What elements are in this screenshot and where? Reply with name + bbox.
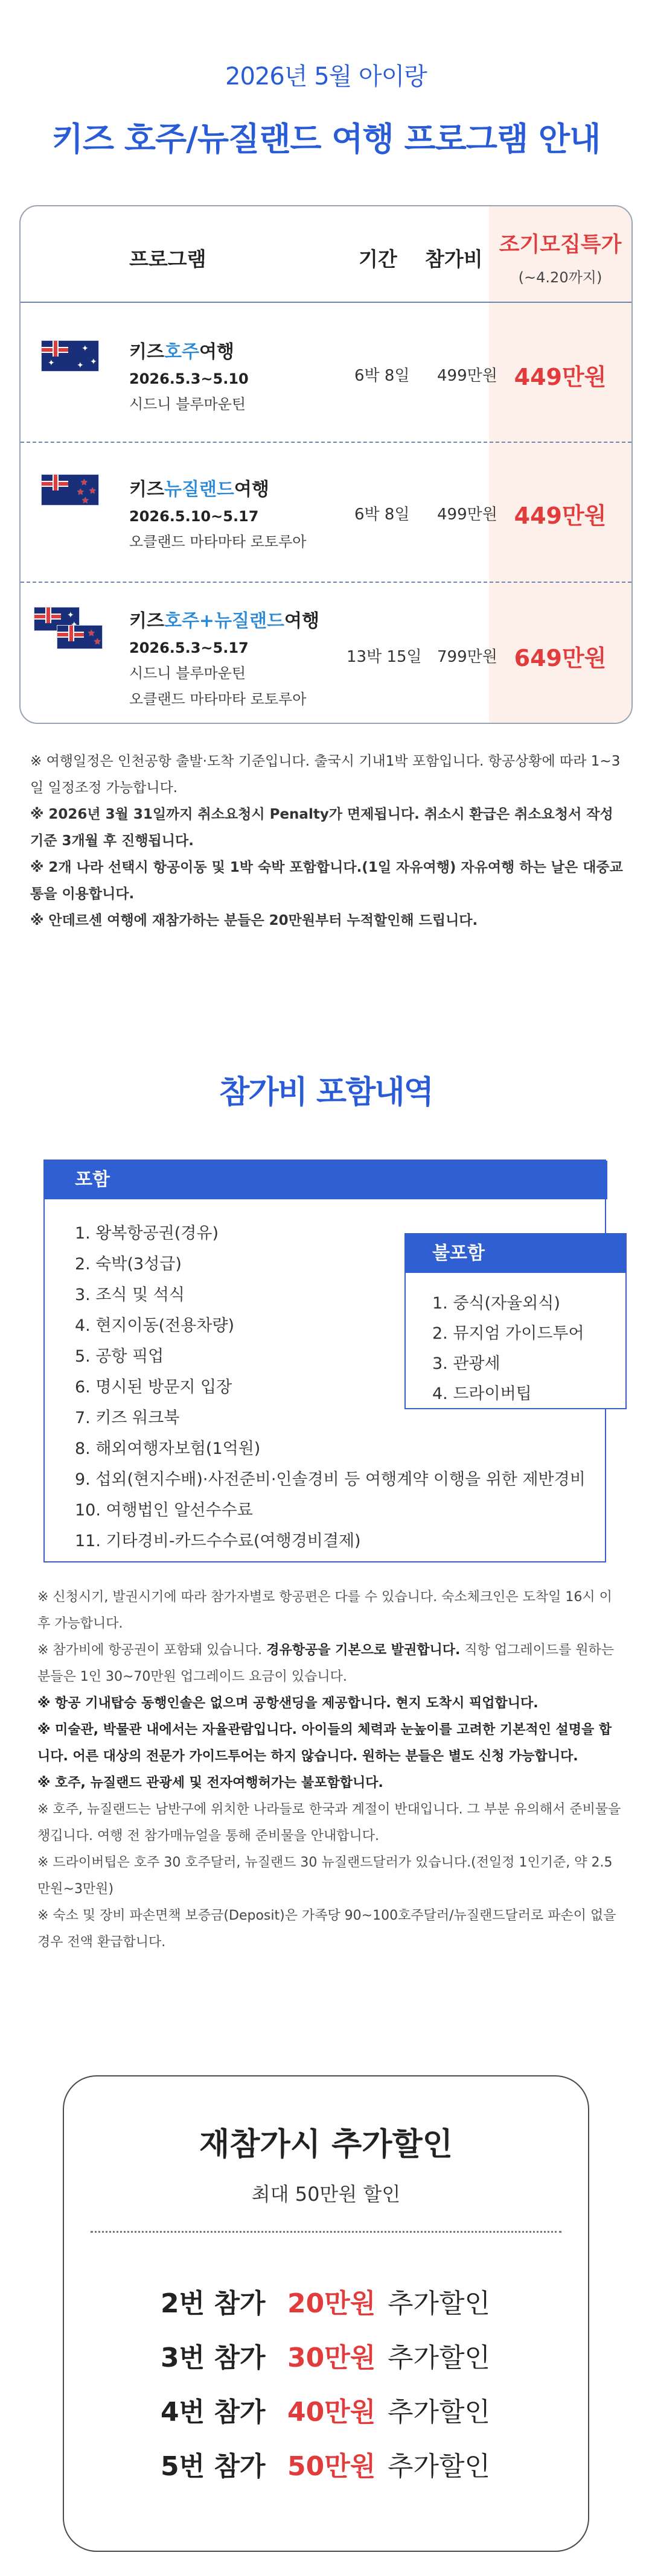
note-item: ※ 항공 기내탑승 동행인솔은 없으며 공항샌딩을 제공합니다. 현지 도착시 픽업합니다.	[37, 1696, 539, 1711]
excluded-list	[406, 1273, 625, 1409]
program-place: 오클랜드 마타마타 로토루아	[129, 533, 307, 550]
program-info	[129, 474, 306, 551]
note-item: ※ 2026년 3월 31일까지 취소요청시 Penalty가 면제됩니다. 취소시 환급은 취소요청서 작성 기준 3개월 후 진행됩니다.	[30, 807, 613, 849]
list-item: 10. 여행법인 알선수수료	[75, 1501, 253, 1520]
program-name: 키즈뉴질랜드여행	[129, 479, 269, 500]
header-fee: 참가비	[425, 247, 483, 271]
rejoin-discount-card	[63, 2075, 589, 2552]
divider	[91, 2231, 561, 2233]
discount-title: 재참가시 추가할인	[199, 2127, 453, 2163]
australia-flag-icon: ✦ ✦ ✦ ✦	[41, 340, 99, 372]
list-item: 1. 중식(자율외식)	[432, 1294, 560, 1313]
note-item: ※ 안데르센 여행에 재참가하는 분들은 20만원부터 누적할인해 드립니다.	[30, 913, 478, 928]
new-zealand-flag-icon: ★ ★ ★ ★	[41, 474, 99, 506]
header-special-label: 조기모집특가	[499, 233, 622, 257]
program-name: 키즈호주+뉴질랜드여행	[129, 611, 319, 632]
program-dates: 2026.5.3~5.17	[129, 639, 249, 656]
discount-subtitle: 최대 50만원 할인	[251, 2183, 401, 2206]
program-fee: 799만원	[437, 648, 497, 666]
note-item: ※ 참가비에 항공권이 포함돼 있습니다. 경유항공을 기본으로 발권합니다. 직항 업그레이드를 원하는 분들은 1인 30~70만원 업그레이드 요금이 있습니다.	[37, 1643, 615, 1684]
program-info	[129, 606, 319, 708]
header-period: 기간	[359, 247, 397, 271]
program-special-price: 449만원	[514, 364, 607, 390]
list-item: 3. 관광세	[432, 1354, 500, 1373]
excluded-tab: 불포함	[406, 1234, 625, 1273]
note-item: ※ 2개 나라 선택시 항공이동 및 1박 숙박 포함합니다.(1일 자유여행) 자유여행 하는 날은 대중교통을 이용합니다.	[30, 860, 623, 902]
header-program: 프로그램	[129, 247, 206, 271]
program-period: 6박 8일	[354, 367, 410, 385]
list-item: 2. 뮤지엄 가이드투어	[432, 1324, 584, 1343]
new-zealand-flag-icon: ★ ★	[57, 625, 103, 649]
list-item: 8. 해외여행자보험(1억원)	[75, 1439, 261, 1458]
note-item: ※ 호주, 뉴질랜드는 남반구에 위치한 나라들로 한국과 계절이 반대입니다. 그 부분 유의해서 준비물을 챙깁니다. 여행 전 참가매뉴얼을 통해 준비물을 안내합니다.	[37, 1802, 621, 1844]
list-item: 7. 키즈 워크북	[75, 1409, 180, 1427]
program-place: 시드니 블루마운틴	[129, 396, 246, 413]
fee-notes	[37, 1584, 623, 1956]
header-special-note: (~4.20까지)	[518, 269, 602, 286]
page-title: 키즈 호주/뉴질랜드 여행 프로그램 안내	[51, 120, 601, 158]
list-item: 4. 현지이동(전용차량)	[75, 1316, 235, 1335]
section-title: 참가비 포함내역	[219, 1074, 433, 1111]
discount-row: 5번 참가 50만원 추가할인	[161, 2451, 491, 2482]
program-table	[19, 205, 633, 724]
header	[0, 0, 652, 160]
list-item: 6. 명시된 방문지 입장	[75, 1378, 232, 1397]
list-item: 5. 공항 픽업	[75, 1347, 164, 1366]
table-header	[21, 206, 631, 303]
list-item: 3. 조식 및 석식	[75, 1286, 185, 1304]
list-item: 2. 숙박(3성급)	[75, 1255, 182, 1274]
discount-row: 2번 참가 20만원 추가할인	[161, 2288, 491, 2319]
discount-row: 3번 참가 30만원 추가할인	[161, 2343, 491, 2373]
list-item: 4. 드라이버팁	[432, 1385, 532, 1403]
program-dates: 2026.5.3~5.10	[129, 370, 249, 387]
program-name: 키즈호주여행	[129, 341, 234, 363]
included-tab: 포함	[45, 1161, 607, 1199]
program-period: 6박 8일	[354, 506, 410, 524]
page-subtitle: 2026년 5월 아이랑	[225, 63, 427, 90]
travel-notes	[30, 748, 628, 934]
table-row	[21, 443, 631, 583]
table-row	[21, 303, 631, 443]
note-item: ※ 호주, 뉴질랜드 관광세 및 전자여행허가는 불포함합니다.	[37, 1775, 383, 1791]
note-item: ※ 미술관, 박물관 내에서는 자율관람입니다. 아이들의 체력과 눈높이를 고려한 기본적인 설명을 합니다. 어른 대상의 전문가 가이드투어는 하지 않습니다. 원하는 분들은 별도 신청 가능합니다.	[37, 1722, 612, 1764]
program-special-price: 449만원	[514, 503, 607, 529]
note-item: ※ 숙소 및 장비 파손면책 보증금(Deposit)은 가족당 90~100호주달러/뉴질랜드달러로 파손이 없을 경우 전액 환급합니다.	[37, 1908, 616, 1950]
note-item: ※ 신청시기, 발권시기에 따라 참가자별로 항공편은 다를 수 있습니다. 숙소체크인은 도착일 16시 이후 가능합니다.	[37, 1590, 612, 1631]
australia-flag-icon: ✦	[34, 607, 80, 631]
list-item: 9. 섭외(현지수배)·사전준비·인솔경비 등 여행계약 이행을 위한 제반경비	[75, 1470, 586, 1489]
program-info	[129, 337, 249, 413]
table-row	[21, 583, 631, 724]
program-special-price: 649만원	[514, 645, 607, 671]
note-item: ※ 드라이버팁은 호주 30 호주달러, 뉴질랜드 30 뉴질랜드달러가 있습니다.(전일정 1인기준, 약 2.5만원~3만원)	[37, 1855, 613, 1897]
program-fee: 499만원	[437, 367, 497, 385]
list-item: 11. 기타경비-카드수수료(여행경비결제)	[75, 1532, 361, 1550]
program-place: 시드니 블루마운틴	[129, 665, 246, 682]
list-item: 1. 왕복항공권(경유)	[75, 1224, 219, 1243]
program-period: 13박 15일	[347, 648, 422, 666]
program-place-2: 오클랜드 마타마타 로토루아	[129, 691, 307, 708]
excluded-box	[404, 1233, 627, 1409]
note-item: ※ 여행일정은 인천공항 출발·도착 기준입니다. 출국시 기내1박 포함입니다. 항공상황에 따라 1~3일 일정조정 가능합니다.	[30, 753, 621, 796]
discount-row: 4번 참가 40만원 추가할인	[161, 2397, 491, 2428]
header-special	[489, 228, 631, 287]
program-dates: 2026.5.10~5.17	[129, 508, 259, 525]
program-fee: 499만원	[437, 506, 497, 524]
